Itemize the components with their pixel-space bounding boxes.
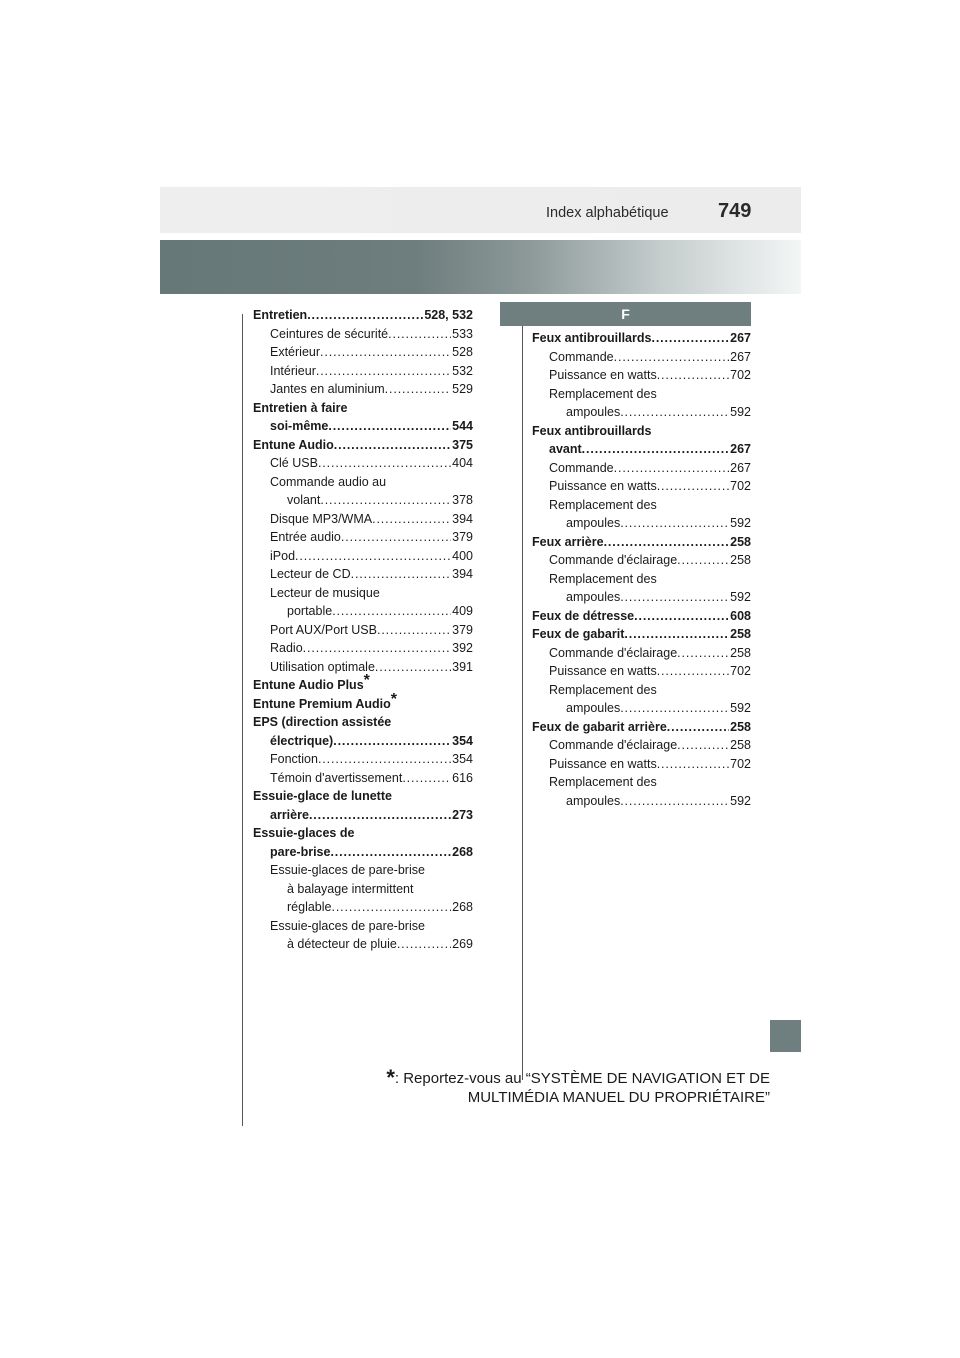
index-entry-text: Essuie-glace de lunette bbox=[253, 789, 392, 803]
index-entry-page: 528 bbox=[452, 345, 473, 359]
index-entry-label: Feux arrière bbox=[532, 534, 604, 549]
index-entry-page: 529 bbox=[452, 382, 473, 396]
index-entry-heading bbox=[532, 681, 751, 700]
index-entry-heading bbox=[253, 880, 473, 899]
index-entry-label: Jantes en aluminium bbox=[270, 382, 385, 396]
index-entry-text: Essuie-glaces de pare-brise bbox=[270, 863, 425, 877]
index-entry-heading bbox=[532, 385, 751, 404]
dot-leader bbox=[318, 454, 451, 473]
dot-leader bbox=[333, 732, 451, 751]
index-entry-page: 258 bbox=[730, 534, 751, 549]
index-entry bbox=[532, 477, 751, 496]
index-entry-label: ampoules bbox=[566, 516, 621, 530]
index-entry bbox=[532, 625, 751, 644]
dot-leader bbox=[620, 403, 729, 422]
dot-leader bbox=[651, 329, 729, 348]
index-entry bbox=[532, 551, 751, 570]
index-entry-page: 258 bbox=[730, 719, 751, 734]
dot-leader bbox=[620, 588, 729, 607]
index-entry bbox=[253, 510, 473, 529]
index-entry-page: 544 bbox=[452, 419, 473, 433]
index-entry-label: avant bbox=[549, 442, 582, 456]
index-entry bbox=[253, 935, 473, 954]
index-entry bbox=[532, 699, 751, 718]
dot-leader bbox=[332, 602, 451, 621]
index-entry-text: Feux antibrouillards bbox=[532, 423, 652, 438]
index-entry bbox=[532, 755, 751, 774]
index-entry-page: 258 bbox=[730, 627, 751, 641]
dot-leader bbox=[330, 843, 451, 862]
index-entry bbox=[253, 547, 473, 566]
dot-leader bbox=[372, 510, 451, 529]
index-entry-heading bbox=[253, 713, 473, 732]
dot-leader bbox=[620, 792, 729, 811]
index-entry-page: 268 bbox=[452, 900, 473, 914]
dot-leader bbox=[328, 417, 451, 436]
index-entry-label: volant bbox=[287, 493, 321, 507]
dot-leader bbox=[388, 325, 451, 344]
dot-leader bbox=[385, 380, 451, 399]
index-entry-heading bbox=[253, 399, 473, 418]
dot-leader bbox=[677, 551, 729, 570]
index-column-left bbox=[253, 306, 473, 954]
index-entry-heading bbox=[253, 690, 473, 714]
page-number: 749 bbox=[718, 200, 752, 222]
index-entry-page: 267 bbox=[730, 460, 751, 475]
index-entry-label: Puissance en watts bbox=[549, 664, 657, 678]
index-entry-label: Radio bbox=[270, 641, 303, 655]
dot-leader bbox=[295, 547, 451, 566]
dot-leader bbox=[320, 343, 451, 362]
index-entry-label: Feux de gabarit bbox=[532, 627, 625, 641]
dot-leader bbox=[657, 662, 729, 681]
index-entry bbox=[532, 533, 751, 552]
index-entry-page: 273 bbox=[452, 807, 473, 822]
index-entry-text: Lecteur de musique bbox=[270, 585, 380, 600]
index-entry-page: 375 bbox=[452, 437, 473, 452]
index-entry bbox=[532, 514, 751, 533]
left-margin-rule bbox=[242, 314, 243, 1126]
dot-leader bbox=[377, 621, 451, 640]
index-entry bbox=[532, 588, 751, 607]
index-entry-page: 533 bbox=[452, 326, 473, 341]
index-entry-label: ampoules bbox=[566, 590, 621, 604]
index-entry-page: 702 bbox=[730, 479, 751, 493]
dot-leader bbox=[614, 459, 730, 478]
dot-leader bbox=[309, 806, 451, 825]
index-entry-page: 378 bbox=[452, 493, 473, 507]
footnote-line-2: MULTIMÉDIA MANUEL DU PROPRIÉTAIRE” bbox=[467, 1089, 770, 1106]
dot-leader bbox=[620, 514, 729, 533]
index-entry-page: 267 bbox=[730, 442, 751, 456]
index-entry-heading bbox=[253, 917, 473, 936]
index-entry-label: réglable bbox=[287, 900, 332, 914]
index-entry-page: 269 bbox=[452, 937, 473, 951]
index-entry-label: à détecteur de pluie bbox=[287, 937, 397, 951]
dot-leader bbox=[320, 491, 451, 510]
footnote-reference-asterisk: * bbox=[363, 672, 370, 689]
index-entry-label: iPod bbox=[270, 548, 296, 563]
index-entry-label: Puissance en watts bbox=[549, 756, 657, 771]
index-entry bbox=[253, 306, 473, 325]
index-entry bbox=[253, 769, 473, 788]
dot-leader bbox=[318, 750, 451, 769]
index-entry bbox=[253, 325, 473, 344]
dot-leader bbox=[375, 658, 451, 677]
index-entry bbox=[532, 403, 751, 422]
index-entry-text: Remplacement des bbox=[549, 386, 657, 401]
header-bar bbox=[160, 187, 801, 233]
index-entry bbox=[253, 528, 473, 547]
index-entry-text: Commande audio au bbox=[270, 474, 387, 489]
index-entry bbox=[253, 565, 473, 584]
index-entry bbox=[253, 362, 473, 381]
index-entry-label: Commande d'éclairage bbox=[549, 645, 678, 660]
index-entry-page: 267 bbox=[730, 349, 751, 364]
index-entry-label: Utilisation optimale bbox=[270, 659, 375, 674]
index-entry-heading bbox=[253, 473, 473, 492]
index-entry-label: ampoules bbox=[566, 405, 621, 419]
index-entry bbox=[532, 736, 751, 755]
index-entry-label: Témoin d'avertissement bbox=[270, 770, 403, 785]
dot-leader bbox=[657, 755, 729, 774]
dot-leader bbox=[624, 625, 729, 644]
index-entry bbox=[253, 843, 473, 862]
index-entry-page: 616 bbox=[452, 770, 473, 785]
index-entry-page: 391 bbox=[452, 659, 473, 674]
dot-leader bbox=[397, 935, 451, 954]
index-entry-label: Fonction bbox=[270, 752, 318, 766]
index-entry-page: 409 bbox=[452, 604, 473, 618]
index-entry bbox=[532, 348, 751, 367]
index-entry bbox=[532, 459, 751, 478]
dot-leader bbox=[677, 736, 729, 755]
index-entry-label: ampoules bbox=[566, 701, 621, 715]
dot-leader bbox=[582, 440, 729, 459]
dot-leader bbox=[331, 898, 451, 917]
index-entry-page: 400 bbox=[452, 548, 473, 563]
dot-leader bbox=[316, 362, 451, 381]
index-entry-heading bbox=[532, 773, 751, 792]
index-entry-page: 258 bbox=[730, 553, 751, 567]
index-entry-label: Extérieur bbox=[270, 345, 321, 359]
footnote-asterisk: * bbox=[386, 1065, 395, 1090]
index-entry-page: 532 bbox=[452, 363, 473, 378]
index-entry-label: Commande d'éclairage bbox=[549, 553, 678, 567]
index-entry bbox=[253, 639, 473, 658]
index-entry-text: Essuie-glaces de pare-brise bbox=[270, 918, 425, 933]
header-banner bbox=[160, 240, 801, 294]
index-entry-page: 392 bbox=[452, 641, 473, 655]
index-entry-page: 592 bbox=[730, 405, 751, 419]
index-entry bbox=[253, 436, 473, 455]
index-entry-heading bbox=[253, 584, 473, 603]
chapter-thumb-tab bbox=[770, 1020, 801, 1052]
page-title: Index alphabétique bbox=[546, 205, 669, 221]
index-entry-label: Puissance en watts bbox=[549, 368, 657, 382]
dot-leader bbox=[351, 565, 452, 584]
index-entry bbox=[253, 750, 473, 769]
index-entry bbox=[253, 343, 473, 362]
dot-leader bbox=[614, 348, 730, 367]
index-entry bbox=[253, 602, 473, 621]
index-entry-page: 702 bbox=[730, 756, 751, 771]
dot-leader bbox=[657, 477, 729, 496]
index-entry-label: Puissance en watts bbox=[549, 479, 657, 493]
index-entry-page: 608 bbox=[730, 608, 751, 623]
index-entry-text: Remplacement des bbox=[549, 497, 657, 512]
index-entry-page: 528, 532 bbox=[424, 308, 473, 322]
index-entry-label: soi-même bbox=[270, 419, 329, 433]
index-entry-label: ampoules bbox=[566, 793, 621, 808]
index-entry-page: 258 bbox=[730, 645, 751, 660]
index-entry-heading bbox=[253, 787, 473, 806]
index-entry-page: 268 bbox=[452, 844, 473, 859]
index-entry-label: Commande bbox=[549, 460, 614, 475]
index-entry-page: 592 bbox=[730, 590, 751, 604]
footnote-reference-asterisk: * bbox=[390, 690, 397, 708]
index-entry-page: 258 bbox=[730, 738, 751, 752]
index-entry-label: Ceintures de sécurité bbox=[270, 326, 389, 341]
footnote bbox=[380, 1065, 770, 1107]
index-entry-label: Intérieur bbox=[270, 363, 316, 378]
index-entry-text: Remplacement des bbox=[549, 682, 657, 697]
index-entry-page: 592 bbox=[730, 793, 751, 808]
index-entry bbox=[253, 380, 473, 399]
index-entry-text: Essuie-glaces de bbox=[253, 826, 355, 840]
index-entry bbox=[253, 491, 473, 510]
index-entry-page: 394 bbox=[452, 567, 473, 581]
index-entry-label: pare-brise bbox=[270, 844, 331, 859]
index-entry bbox=[253, 732, 473, 751]
dot-leader bbox=[604, 533, 730, 552]
dot-leader bbox=[677, 644, 729, 663]
index-entry bbox=[532, 644, 751, 663]
index-entry bbox=[253, 806, 473, 825]
index-entry-heading bbox=[532, 496, 751, 515]
index-entry-text: EPS (direction assistée bbox=[253, 715, 392, 729]
index-entry-heading bbox=[532, 570, 751, 589]
index-entry-label: Clé USB bbox=[270, 456, 318, 470]
index-entry-label: Entune Audio bbox=[253, 437, 334, 452]
dot-leader bbox=[620, 699, 729, 718]
index-entry-page: 404 bbox=[452, 456, 473, 470]
index-entry bbox=[253, 417, 473, 436]
column-divider bbox=[522, 320, 523, 1080]
index-entry-label: portable bbox=[287, 604, 333, 618]
index-entry-page: 394 bbox=[452, 511, 473, 526]
index-entry-page: 354 bbox=[452, 733, 473, 748]
dot-leader bbox=[341, 528, 451, 547]
index-entry-label: Entretien bbox=[253, 308, 308, 322]
index-entry bbox=[253, 898, 473, 917]
index-entry bbox=[532, 662, 751, 681]
index-entry-page: 702 bbox=[730, 368, 751, 382]
dot-leader bbox=[657, 366, 729, 385]
index-entry-heading bbox=[253, 824, 473, 843]
index-entry bbox=[532, 366, 751, 385]
dot-leader bbox=[634, 607, 729, 626]
dot-leader bbox=[334, 436, 451, 455]
index-entry bbox=[532, 718, 751, 737]
index-entry-label: Feux de gabarit arrière bbox=[532, 719, 667, 734]
index-entry-text: Remplacement des bbox=[549, 775, 657, 789]
index-entry-heading bbox=[253, 672, 473, 695]
index-entry-heading bbox=[532, 422, 751, 441]
index-entry bbox=[253, 454, 473, 473]
index-entry-text: Entretien à faire bbox=[253, 400, 348, 415]
index-entry bbox=[532, 329, 751, 348]
index-entry-label: Lecteur de CD bbox=[270, 567, 351, 581]
index-entry-page: 354 bbox=[452, 752, 473, 766]
index-entry-heading bbox=[253, 861, 473, 880]
index-entry-label: Port AUX/Port USB bbox=[270, 622, 377, 637]
index-entry-label: Feux de détresse bbox=[532, 608, 635, 623]
index-entry-label: Feux antibrouillards bbox=[532, 331, 652, 345]
index-entry-text: à balayage intermittent bbox=[287, 881, 414, 896]
index-entry-label: Commande d'éclairage bbox=[549, 738, 678, 752]
dot-leader bbox=[667, 718, 729, 737]
index-entry-page: 379 bbox=[452, 622, 473, 637]
index-entry bbox=[532, 792, 751, 811]
index-entry-page: 379 bbox=[452, 530, 473, 544]
section-letter-tab: F bbox=[500, 302, 751, 326]
footnote-line-1: : Reportez-vous au “SYSTÈME DE NAVIGATION ET DE bbox=[394, 1070, 770, 1087]
dot-leader bbox=[303, 639, 451, 658]
index-entry-label: électrique) bbox=[270, 733, 334, 748]
index-entry-label: Commande bbox=[549, 349, 614, 364]
index-entry bbox=[253, 621, 473, 640]
index-entry-page: 592 bbox=[730, 701, 751, 715]
index-entry-label: Disque MP3/WMA bbox=[270, 511, 373, 526]
index-column-right bbox=[532, 329, 751, 810]
index-entry-page: 267 bbox=[730, 331, 751, 345]
index-entry-text: Entune Audio Plus bbox=[253, 678, 364, 692]
index-entry-page: 702 bbox=[730, 664, 751, 678]
dot-leader bbox=[402, 769, 451, 788]
dot-leader bbox=[307, 306, 423, 325]
index-entry bbox=[532, 607, 751, 626]
index-entry-label: arrière bbox=[270, 807, 309, 822]
index-entry-text: Entune Premium Audio bbox=[253, 696, 391, 711]
index-entry bbox=[532, 440, 751, 459]
index-entry-text: Remplacement des bbox=[549, 571, 657, 586]
index-entry-label: Entrée audio bbox=[270, 530, 341, 544]
index-entry-page: 592 bbox=[730, 516, 751, 530]
